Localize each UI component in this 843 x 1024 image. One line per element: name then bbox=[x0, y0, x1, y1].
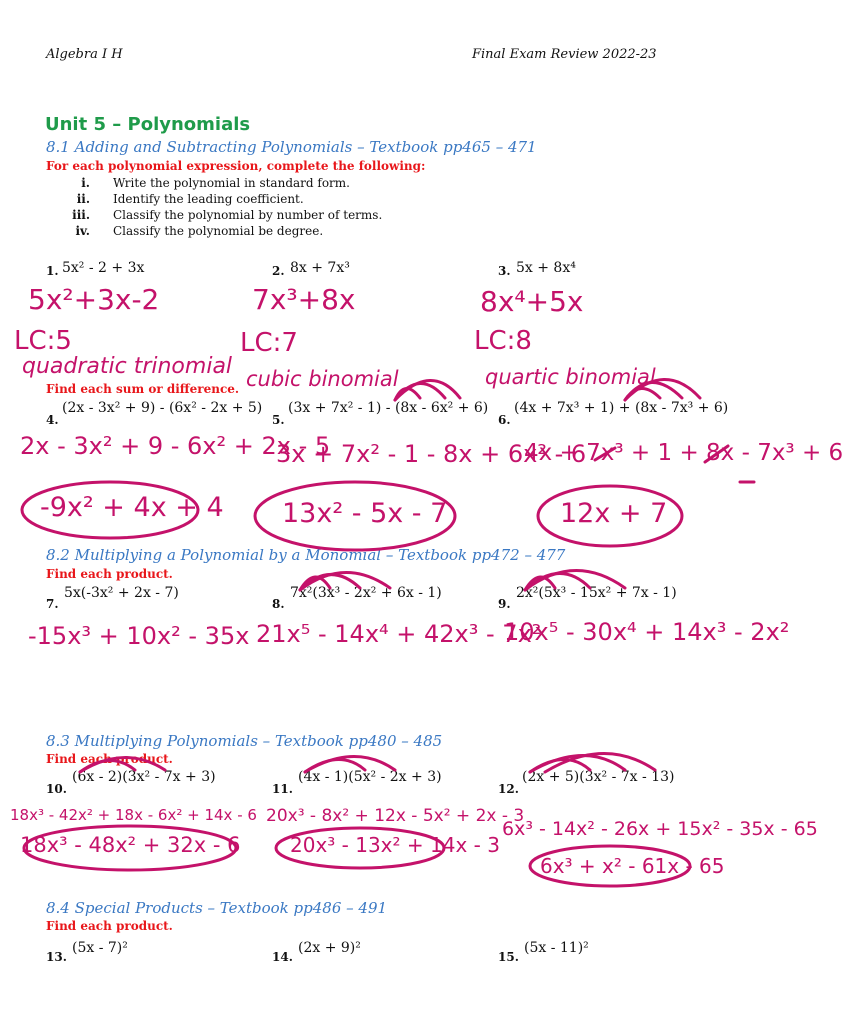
section-title-8-4: 8.4 Special Products – Textbook pp486 – 491 bbox=[46, 899, 388, 917]
instructions-product: Find each product. bbox=[46, 919, 173, 933]
problem-expression: (4x + 7x³ + 1) + (8x - 7x³ + 6) bbox=[514, 400, 729, 416]
handwritten-answer: -9x² + 4x + 4 bbox=[40, 492, 224, 523]
handwritten-answer: 10x⁵ - 30x⁴ + 14x³ - 2x² bbox=[504, 618, 790, 646]
problem-expression: (4x - 1)(5x² - 2x + 3) bbox=[298, 769, 442, 785]
problem-expression: (3x + 7x² - 1) - (8x - 6x² + 6) bbox=[288, 400, 489, 416]
handwritten-classification: quartic binomial bbox=[485, 365, 656, 389]
handwritten-work: 18x³ - 42x² + 18x - 6x² + 14x - 6 bbox=[10, 806, 257, 824]
problem-number: 3. bbox=[498, 264, 511, 278]
problem-number: 8. bbox=[272, 597, 285, 611]
step-number: ii. bbox=[76, 192, 90, 206]
section-title-8-2: 8.2 Multiplying a Polynomial by a Monomial – Textbook pp472 – 477 bbox=[46, 546, 566, 564]
problem-number: 4. bbox=[46, 413, 59, 427]
handwritten-work: 2x - 3x² + 9 - 6x² + 2x - 5 bbox=[20, 432, 331, 460]
problem-number: 13. bbox=[46, 950, 67, 964]
handwritten-classification: quadratic trinomial bbox=[22, 354, 233, 379]
handwritten-answer: 21x⁵ - 14x⁴ + 42x³ - 7x² bbox=[256, 620, 542, 648]
handwritten-work: 3x + 7x² - 1 - 8x + 6x² - 6 bbox=[276, 440, 587, 468]
problem-number: 5. bbox=[272, 413, 285, 427]
problem-expression: 8x + 7x³ bbox=[290, 260, 350, 276]
problem-expression: (2x + 5)(3x² - 7x - 13) bbox=[522, 769, 675, 785]
answer-circle bbox=[255, 482, 455, 550]
handwritten-leading-coefficient: LC:8 bbox=[474, 326, 532, 356]
handwritten-standard-form: 5x²+3x-2 bbox=[28, 283, 160, 316]
problem-expression: 5x + 8x⁴ bbox=[516, 260, 576, 276]
handwritten-work: 4x + 7x³ + 1 + 8x - 7x³ + 6 bbox=[524, 440, 843, 466]
step-number: i. bbox=[81, 176, 90, 190]
problem-number: 10. bbox=[46, 782, 67, 796]
problem-expression: (2x - 3x² + 9) - (6x² - 2x + 5) bbox=[62, 400, 263, 416]
answer-circle bbox=[22, 482, 198, 538]
problem-number: 6. bbox=[498, 413, 511, 427]
problem-number: 11. bbox=[272, 782, 293, 796]
step-number: iv. bbox=[75, 224, 90, 238]
problem-number: 2. bbox=[272, 264, 285, 278]
handwritten-work: 6x³ - 14x² - 26x + 15x² - 35x - 65 bbox=[502, 818, 818, 840]
document-title: Final Exam Review 2022-23 bbox=[472, 47, 657, 62]
section-title-8-1: 8.1 Adding and Subtracting Polynomials – Textbook pp465 – 471 bbox=[46, 138, 537, 156]
problem-expression: (6x - 2)(3x² - 7x + 3) bbox=[72, 769, 216, 785]
problem-number: 1. bbox=[46, 264, 59, 278]
answer-circle bbox=[538, 486, 682, 546]
instructions-product: Find each product. bbox=[46, 752, 173, 766]
problem-expression: (2x + 9)² bbox=[298, 940, 361, 956]
problem-expression: 2x²(5x³ - 15x² + 7x - 1) bbox=[516, 585, 677, 601]
problem-number: 14. bbox=[272, 950, 293, 964]
handwritten-answer: 12x + 7 bbox=[560, 498, 668, 529]
handwritten-leading-coefficient: LC:5 bbox=[14, 326, 72, 356]
problem-expression: (5x - 11)² bbox=[524, 940, 589, 956]
answer-circle bbox=[530, 846, 690, 886]
cross-out-mark bbox=[595, 448, 615, 460]
instructions-product: Find each product. bbox=[46, 567, 173, 581]
problem-expression: 7x²(3x³ - 2x² + 6x - 1) bbox=[290, 585, 442, 601]
step-number: iii. bbox=[72, 208, 90, 222]
problem-number: 7. bbox=[46, 597, 59, 611]
handwritten-answer: 13x² - 5x - 7 bbox=[282, 498, 448, 529]
distribution-arc bbox=[80, 757, 165, 772]
step-text: Identify the leading coefficient. bbox=[113, 192, 304, 206]
distribution-arc bbox=[305, 756, 395, 772]
problem-expression: (5x - 7)² bbox=[72, 940, 128, 956]
handwritten-leading-coefficient: LC:7 bbox=[240, 328, 298, 358]
problem-expression: 5x(-3x² + 2x - 7) bbox=[64, 585, 179, 601]
step-text: Write the polynomial in standard form. bbox=[113, 176, 350, 190]
distribution-arc bbox=[625, 379, 700, 400]
handwritten-answer: 18x³ - 48x² + 32x - 6 bbox=[20, 833, 241, 857]
distribution-arc bbox=[525, 570, 625, 590]
handwritten-answer: -15x³ + 10x² - 35x bbox=[28, 622, 250, 650]
section-title-8-3: 8.3 Multiplying Polynomials – Textbook pp480 – 485 bbox=[46, 732, 443, 750]
instructions-sum-difference: Find each sum or difference. bbox=[46, 382, 240, 396]
handwritten-standard-form: 8x⁴+5x bbox=[480, 285, 584, 318]
instructions-heading: For each polynomial expression, complete the following: bbox=[46, 159, 426, 173]
problem-number: 15. bbox=[498, 950, 519, 964]
course-name: Algebra I H bbox=[46, 47, 123, 62]
answer-circle bbox=[24, 826, 236, 870]
handwritten-work: 20x³ - 8x² + 12x - 5x² + 2x - 3 bbox=[266, 806, 525, 826]
cross-out-mark bbox=[705, 446, 728, 462]
answer-circle bbox=[276, 828, 444, 868]
problem-number: 9. bbox=[498, 597, 511, 611]
handwritten-answer: 20x³ - 13x² + 14x - 3 bbox=[290, 833, 500, 857]
handwritten-answer: 6x³ + x² - 61x - 65 bbox=[540, 854, 725, 878]
problem-number: 12. bbox=[498, 782, 519, 796]
unit-title: Unit 5 – Polynomials bbox=[45, 114, 251, 135]
handwritten-classification: cubic binomial bbox=[246, 367, 399, 391]
distribution-arc bbox=[300, 572, 390, 590]
handwritten-standard-form: 7x³+8x bbox=[252, 283, 356, 316]
problem-expression: 5x² - 2 + 3x bbox=[62, 260, 145, 276]
step-text: Classify the polynomial be degree. bbox=[113, 224, 324, 238]
step-text: Classify the polynomial by number of terms. bbox=[113, 208, 383, 222]
